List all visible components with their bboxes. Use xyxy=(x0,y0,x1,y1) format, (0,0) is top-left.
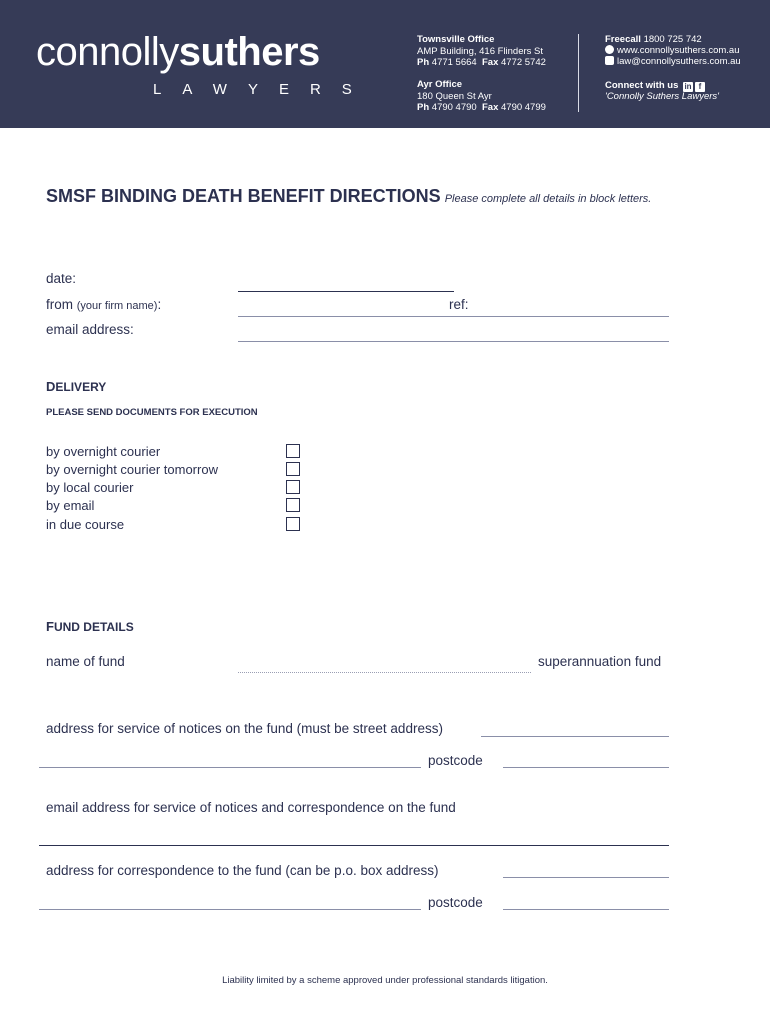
website-link[interactable]: www.connollysuthers.com.au xyxy=(605,45,740,57)
from-ref-field[interactable] xyxy=(238,316,669,317)
service-address-line2[interactable] xyxy=(39,767,421,768)
checkbox-overnight-tomorrow[interactable] xyxy=(286,462,300,476)
email-service-field[interactable] xyxy=(39,845,669,846)
service-address-field[interactable] xyxy=(481,736,669,737)
fund-name-field[interactable] xyxy=(238,672,531,673)
email-link[interactable]: law@connollysuthers.com.au xyxy=(605,56,741,68)
date-label: date: xyxy=(46,271,77,286)
connect-line: Connect with us in f xyxy=(605,80,705,92)
ayr-office xyxy=(417,79,546,114)
corr-address-label: address for correspondence to the fund (can be p.o. box address) xyxy=(46,863,439,878)
freecall-line: Freecall 1800 725 742 xyxy=(605,34,702,45)
townsville-address: AMP Building, 416 Flinders St xyxy=(417,45,544,57)
delivery-option-overnight-tomorrow: by overnight courier tomorrow xyxy=(46,462,218,477)
checkbox-overnight[interactable] xyxy=(286,444,300,458)
liability-footer: Liability limited by a scheme approved under professional standards litigation. xyxy=(222,975,548,986)
delivery-option-overnight: by overnight courier xyxy=(46,444,161,459)
connect-name: 'Connolly Suthers Lawyers' xyxy=(605,91,719,102)
delivery-option-due-course: in due course xyxy=(46,517,125,532)
ayr-phone: Ph 4790 4790 Fax 4790 4799 xyxy=(417,102,546,113)
facebook-icon[interactable]: f xyxy=(695,82,705,92)
postcode-field-1[interactable] xyxy=(503,767,669,768)
mail-icon xyxy=(605,56,614,65)
delivery-option-email: by email xyxy=(46,498,95,513)
form-title-row xyxy=(46,186,651,207)
form-title: SMSF BINDING DEATH BENEFIT DIRECTIONS xyxy=(46,186,441,206)
corr-address-field[interactable] xyxy=(503,877,669,878)
letterhead-banner xyxy=(0,0,770,128)
linkedin-icon[interactable]: in xyxy=(684,82,692,91)
email-service-label: email address for service of notices and correspondence on the fund xyxy=(46,800,456,815)
header-divider xyxy=(578,34,579,112)
townsville-office xyxy=(417,34,546,69)
checkbox-due-course[interactable] xyxy=(286,517,300,531)
email-label: email address: xyxy=(46,322,134,337)
firm-logo xyxy=(36,32,320,72)
delivery-subheading: PLEASE SEND DOCUMENTS FOR EXECUTION xyxy=(46,407,258,418)
corr-address-line2[interactable] xyxy=(39,909,421,910)
ayr-title: Ayr Office xyxy=(417,79,463,90)
title-note: Please complete all details in block letters. xyxy=(444,193,652,205)
logo-part1: connolly xyxy=(36,30,179,74)
logo-subtitle: LAWYERS xyxy=(153,81,373,98)
postcode-label-2: postcode xyxy=(428,895,483,910)
logo-part2: suthers xyxy=(178,30,320,74)
townsville-title: Townsville Office xyxy=(417,34,495,45)
globe-icon xyxy=(605,45,614,54)
checkbox-email[interactable] xyxy=(286,498,300,512)
delivery-option-local: by local courier xyxy=(46,480,134,495)
delivery-heading: DELIVERY xyxy=(46,379,107,394)
ayr-address: 180 Queen St Ayr xyxy=(417,90,492,102)
ref-label: ref: xyxy=(449,297,469,312)
postcode-field-2[interactable] xyxy=(503,909,669,910)
checkbox-local[interactable] xyxy=(286,480,300,494)
townsville-phone: Ph 4771 5664 Fax 4772 5742 xyxy=(417,57,546,68)
service-address-label: address for service of notices on the fund (must be street address) xyxy=(46,721,443,736)
email-field[interactable] xyxy=(238,341,669,342)
fund-heading: FUND DETAILS xyxy=(46,619,134,634)
date-field[interactable] xyxy=(238,291,454,292)
fund-type-label: superannuation fund xyxy=(538,654,662,669)
fund-name-label: name of fund xyxy=(46,654,125,669)
from-label: from (your firm name): xyxy=(46,297,162,312)
postcode-label-1: postcode xyxy=(428,753,483,768)
